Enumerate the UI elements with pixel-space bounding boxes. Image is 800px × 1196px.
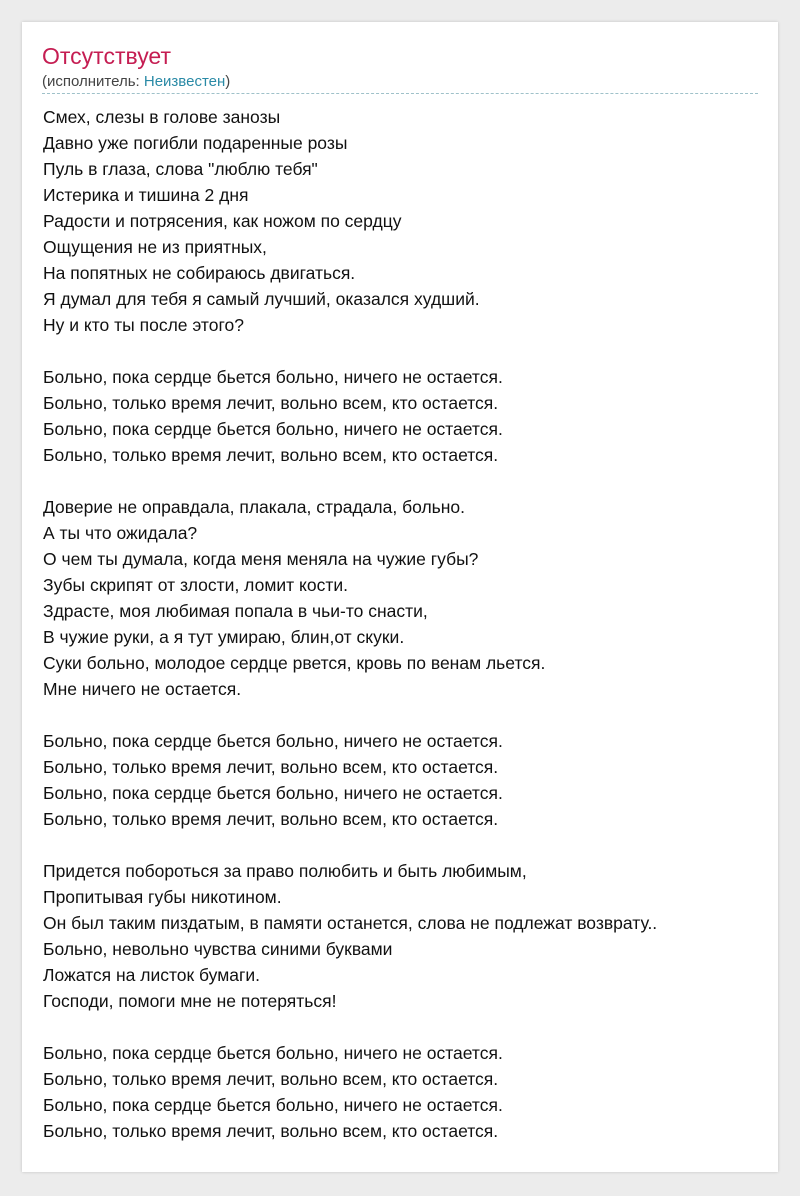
lyrics-line: Больно, только время лечит, вольно всем, кто остается.: [43, 393, 499, 413]
lyrics-line: Давно уже погибли подаренные розы: [43, 133, 348, 153]
lyrics-line: Здрасте, моя любимая попала в чьи-то снасти,: [43, 601, 428, 621]
lyrics-line: Больно, пока сердце бьется больно, ничего не остается.: [43, 1043, 503, 1063]
lyrics-line: Ощущения не из приятных,: [43, 237, 267, 257]
lyrics-line: Пуль в глаза, слова "люблю тебя": [43, 159, 318, 179]
lyrics-line: Больно, пока сердце бьется больно, ничего не остается.: [43, 1095, 503, 1115]
lyrics-stanza: [43, 858, 783, 1014]
lyrics-line: Радости и потрясения, как ножом по сердцу: [43, 211, 402, 231]
lyrics-line: Больно, пока сердце бьется больно, ничего не остается.: [43, 419, 503, 439]
lyrics-line: Больно, невольно чувства синими буквами: [43, 939, 393, 959]
lyrics-line: О чем ты думала, когда меня меняла на чужие губы?: [43, 549, 479, 569]
artist-prefix: (исполнитель:: [42, 73, 144, 90]
lyrics-line: Ну и кто ты после этого?: [43, 315, 244, 335]
lyrics-line: Он был таким пиздатым, в памяти останется, слова не подлежат возврату..: [43, 913, 658, 933]
lyrics-line: Доверие не оправдала, плакала, страдала, больно.: [43, 497, 466, 517]
lyrics-line: Господи, помоги мне не потеряться!: [43, 991, 337, 1011]
lyrics-line: Больно, только время лечит, вольно всем, кто остается.: [43, 1069, 499, 1089]
lyrics-line: Я думал для тебя я самый лучший, оказался худший.: [43, 289, 480, 309]
lyrics-line: Пропитывая губы никотином.: [43, 887, 282, 907]
lyrics-line: Больно, пока сердце бьется больно, ничего не остается.: [43, 731, 503, 751]
lyrics-line: Больно, только время лечит, вольно всем, кто остается.: [43, 757, 499, 777]
lyrics-stanza: [43, 728, 783, 832]
artist-line: [42, 72, 230, 92]
lyrics-line: Зубы скрипят от злости, ломит кости.: [43, 575, 348, 595]
lyrics-line: В чужие руки, а я тут умираю, блин,от скуки.: [43, 627, 405, 647]
lyrics-stanza: [43, 1040, 783, 1144]
song-title: Отсутствует: [42, 43, 171, 69]
lyrics-line: Придется побороться за право полюбить и быть любимым,: [43, 861, 527, 881]
lyrics-line: Больно, только время лечит, вольно всем, кто остается.: [43, 445, 499, 465]
lyrics-line: Больно, пока сердце бьется больно, ничего не остается.: [43, 367, 503, 387]
lyrics-text: [43, 104, 783, 1170]
lyrics-stanza: [43, 494, 783, 702]
lyrics-line: Истерика и тишина 2 дня: [43, 185, 249, 205]
lyrics-line: Ложатся на листок бумаги.: [43, 965, 261, 985]
artist-suffix: ): [225, 73, 231, 90]
lyrics-line: А ты что ожидала?: [43, 523, 198, 543]
title-divider: [42, 93, 758, 94]
lyrics-line: На попятных не собираюсь двигаться.: [43, 263, 356, 283]
lyrics-line: Суки больно, молодое сердце рвется, кровь по венам льется.: [43, 653, 546, 673]
lyrics-line: Смех, слезы в голове занозы: [43, 107, 281, 127]
artist-link[interactable]: Неизвестен: [143, 73, 226, 90]
lyrics-stanza: [43, 364, 783, 468]
lyrics-line: Больно, только время лечит, вольно всем, кто остается.: [43, 809, 499, 829]
lyrics-line: Мне ничего не остается.: [43, 679, 242, 699]
lyrics-line: Больно, только время лечит, вольно всем, кто остается.: [43, 1121, 499, 1141]
lyrics-page: [22, 22, 778, 1172]
lyrics-line: Больно, пока сердце бьется больно, ничего не остается.: [43, 783, 503, 803]
lyrics-stanza: [43, 104, 783, 338]
